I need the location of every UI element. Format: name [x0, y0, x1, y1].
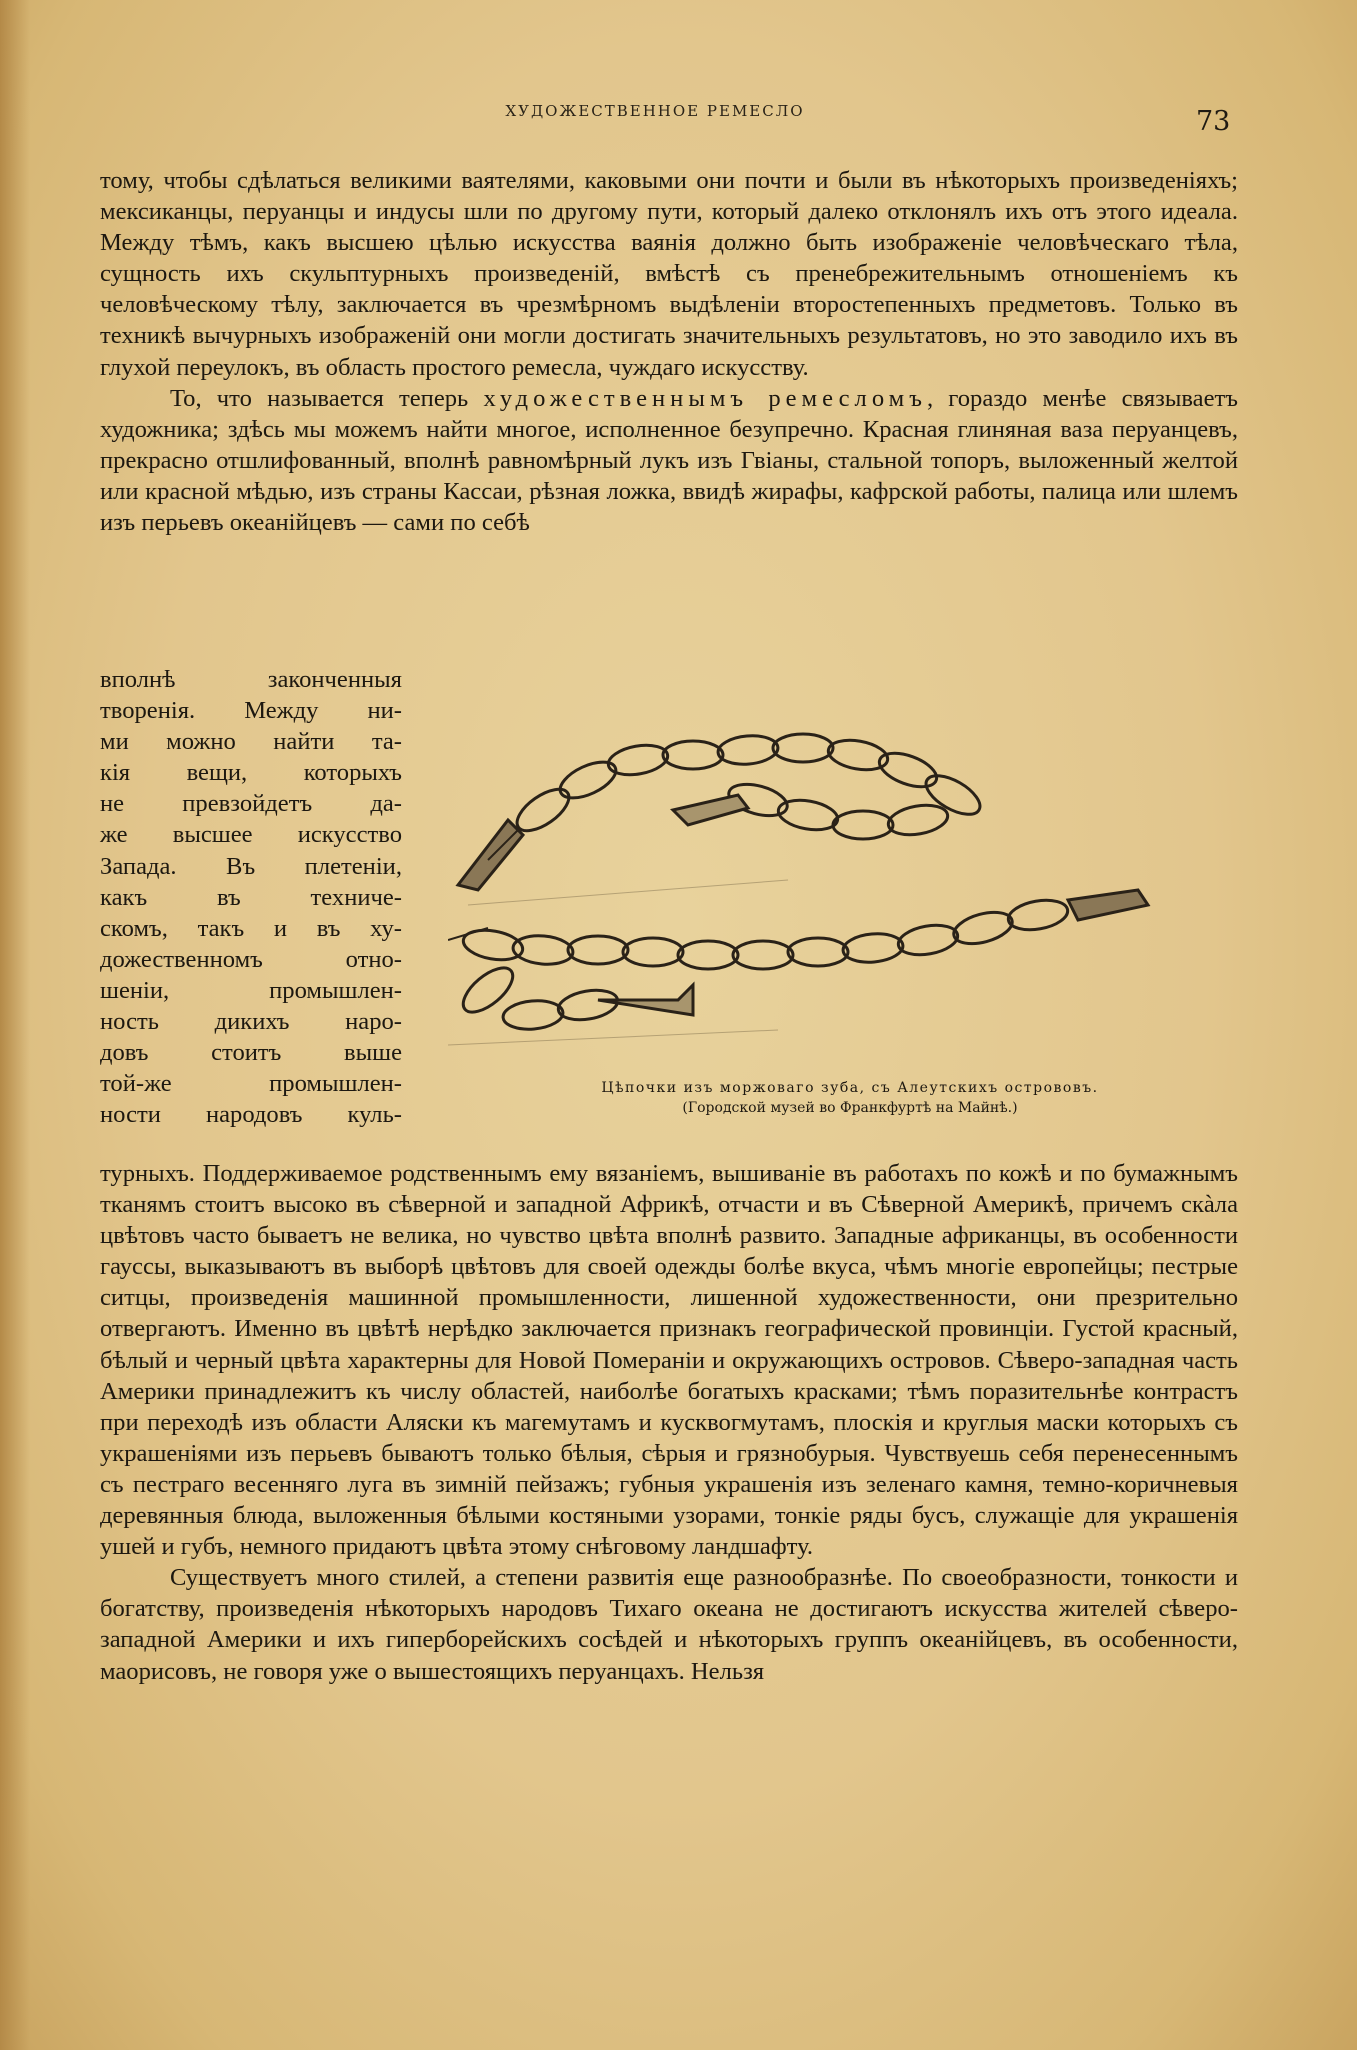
page-number: 73	[1196, 106, 1231, 137]
paragraph-1: тому, чтобы сдѣлаться великими ваятелями, каковыми они почти и были въ нѣкоторыхъ произведеніяхъ; мексиканцы, перуанцы и индусы шли по другому пути, который далеко отклонялъ ихъ отъ этого идеала. Между тѣмъ, какъ высшею цѣлью искусства ваянія должно быть изображеніе человѣческаго тѣла, сущность ихъ скульптурныхъ произведеній, вмѣстѣ съ пренебрежительнымъ отношеніемъ къ человѣческому тѣлу, заключается въ чрезмѣрномъ выдѣленіи второстепенныхъ предметовъ. Только въ техникѣ вычурныхъ изображеній они могли достигать значительныхъ результатовъ, но это заводило ихъ въ глухой переулокъ, въ область простого ремесла, чуждаго искусству.	[100, 167, 1238, 381]
text-block-top	[100, 165, 1238, 538]
side-line: той-же промышлен-	[100, 1070, 402, 1098]
caption-source: (Городской музей во Франкфуртѣ на Майнѣ.)	[682, 1100, 1018, 1116]
paragraph-2-rest: , гораздо менѣе связываетъ художника; здѣсь мы можемъ найти многое, исполненное безупречно. Красная глиняная ваза перуанцевъ, прекрасно отшлифованный, вполнѣ равномѣрный лукъ изъ Гвіаны, стальной топоръ, выложенный желтой или красной мѣдью, изъ страны Кассаи, рѣзная ложка, ввидѣ жирафы, кафрской работы, палица или шлемъ изъ перьевъ океанійцевъ — сами по себѣ	[100, 384, 1238, 537]
side-line: вполнѣ законченныя	[100, 666, 402, 693]
side-line: какъ въ техниче-	[100, 883, 402, 911]
side-line: шеніи, промышлен-	[100, 976, 402, 1004]
side-line: не превзойдетъ да-	[100, 790, 402, 818]
side-line: ность дикихъ наро-	[100, 1008, 402, 1036]
paragraph-2-spaced-term: художественнымъ ремесломъ	[483, 384, 927, 412]
side-line: скомъ, такъ и въ ху-	[100, 914, 402, 942]
side-line: творенія. Между ни-	[100, 697, 402, 725]
lower-chain	[448, 890, 1148, 1032]
caption-title: Цѣпочки изъ моржоваго зуба, съ Алеутскихъ острововъ.	[601, 1080, 1099, 1096]
paragraph-2-start: То, что называется теперь	[170, 384, 484, 412]
side-line: ми можно найти та-	[100, 728, 402, 756]
side-line: довъ стоитъ выше	[100, 1039, 402, 1067]
paragraph-3: Существуетъ много стилей, а степени развитія еще разнообразнѣе. По своеобразности, тонкости и богатству, произведенія нѣкоторыхъ народовъ Тихаго океана не достигаютъ искусства жителей сѣверо-западной Америки и ихъ гиперборейскихъ сосѣдей и нѣкоторыхъ группъ океанійцевъ, въ особенности, маорисовъ, не говоря уже о вышестоящихъ перуанцахъ. Нельзя	[100, 1564, 1238, 1685]
side-line: дожественномъ отно-	[100, 945, 402, 973]
side-line: ности народовъ куль-	[100, 1101, 402, 1129]
running-title: ХУДОЖЕСТВЕННОЕ РЕМЕСЛО	[505, 102, 805, 120]
walrus-ivory-chains-illustration	[448, 700, 1264, 1080]
upper-chain	[458, 733, 986, 890]
figure-caption	[470, 1080, 1230, 1116]
page-edge-stain	[0, 0, 30, 2050]
paragraph-2-end: турныхъ. Поддерживаемое родственнымъ ему вязаніемъ, вышиваніе въ работахъ по кожѣ и по бумажнымъ тканямъ стоитъ высоко въ сѣверной и западной Африкѣ, отчасти и въ Сѣверной Америкѣ, причемъ скàла цвѣтовъ часто бываетъ не велика, но чувство цвѣта вполнѣ развито. Западные африканцы, въ особенности гауссы, выказываютъ въ выборѣ цвѣтовъ для своей одежды болѣе вкуса, чѣмъ многіе европейцы; пестрые ситцы, произведенія машинной промышленности, лишенной художественности, они презрительно отвергаютъ. Именно въ цвѣтѣ нерѣдко заключается признакъ географической провинціи. Густой красный, бѣлый и черный цвѣта характерны для Новой Помераніи и окружающихъ островов. Сѣверо-западная часть Америки принадлежитъ къ числу областей, наиболѣе богатыхъ красками; тѣмъ поразительнѣе контрастъ при переходѣ изъ области Аляски къ магемутамъ и кусквогмутамъ, плоскія и круглыя маски которыхъ съ украшеніями изъ перьевъ бываютъ только бѣлыя, сѣрыя и грязнобурыя. Чувствуешь себя перенесеннымъ съ пестраго весенняго луга въ зимній пейзажъ; губныя украшенія изъ зеленаго камня, темно-коричневыя деревянныя блюда, выложенныя бѣлыми костяными узорами, тонкіе ряды бусъ, служащіе для украшенія ушей и губъ, немного придаютъ цвѣта этому снѣговому ландшафту.	[100, 1160, 1238, 1561]
side-line: Запада. Въ плетеніи,	[100, 852, 402, 880]
paragraph-2-intro	[100, 383, 1238, 538]
side-line: же высшее искусство	[100, 821, 402, 849]
text-block-bottom	[100, 1158, 1238, 1687]
text-side-column	[100, 664, 402, 1130]
side-line: кія вещи, которыхъ	[100, 759, 402, 787]
